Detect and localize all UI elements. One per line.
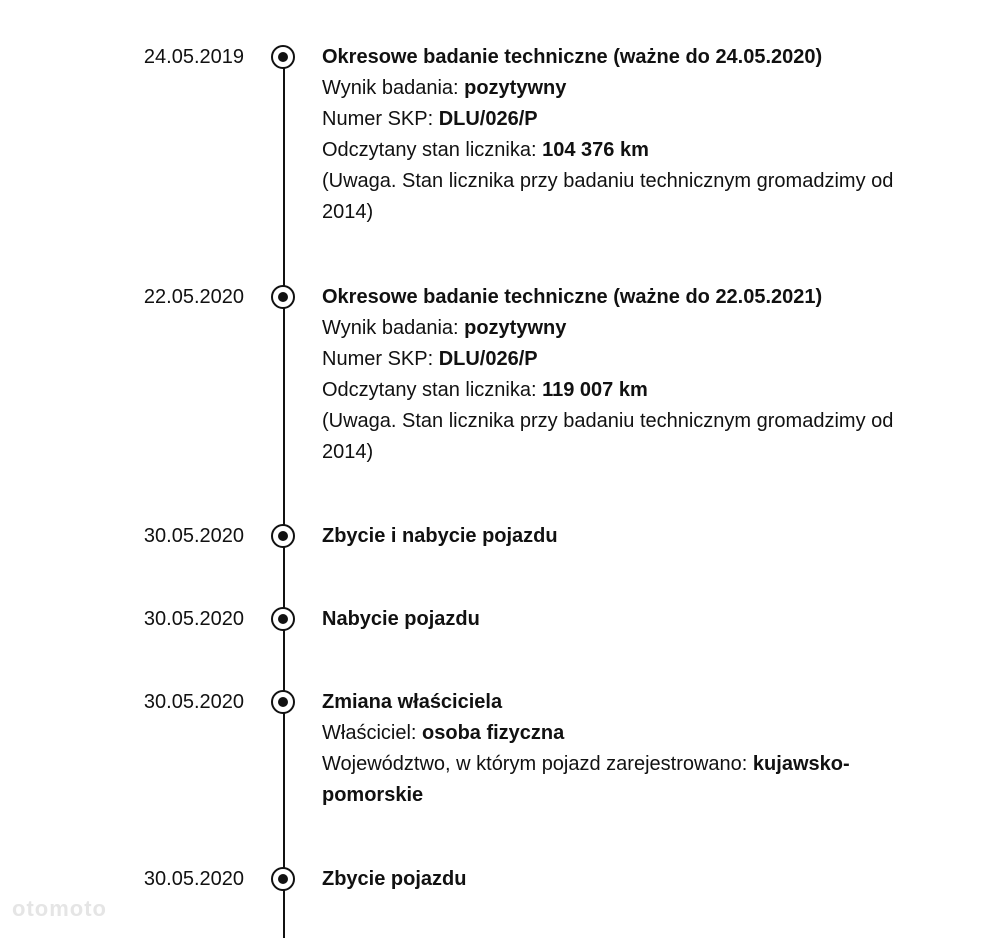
event-title: Okresowe badanie techniczne (ważne do 22.05.2021) <box>322 286 823 308</box>
timeline-dot-icon <box>271 690 295 714</box>
detail-label: Odczytany stan licznika: <box>322 379 543 401</box>
event-title: Okresowe badanie techniczne (ważne do 24.05.2020) <box>322 46 823 68</box>
detail-value: 104 376 km <box>542 139 649 161</box>
detail-value: pozytywny <box>464 77 567 99</box>
event-body <box>322 521 942 552</box>
detail-line <box>322 718 897 749</box>
event-title: Zmiana właściciela <box>322 691 503 713</box>
event-body <box>322 604 942 635</box>
detail-value: osoba fizyczna <box>422 722 565 744</box>
timeline-dot-icon <box>271 285 295 309</box>
detail-label: Numer SKP: <box>322 108 439 130</box>
detail-value: DLU/026/P <box>438 348 538 370</box>
event-date: 22.05.2020 <box>143 286 244 308</box>
detail-line <box>322 749 897 811</box>
timeline-line <box>283 58 285 938</box>
detail-label: Odczytany stan licznika: <box>322 139 543 161</box>
detail-line <box>322 344 942 375</box>
event-date: 30.05.2020 <box>143 868 244 890</box>
event-date: 24.05.2019 <box>143 46 244 68</box>
detail-label: Wynik badania: <box>322 317 465 339</box>
event-date: 30.05.2020 <box>143 525 244 547</box>
event-date: 30.05.2020 <box>143 691 244 713</box>
detail-label: Numer SKP: <box>322 348 439 370</box>
detail-line <box>322 375 942 406</box>
timeline-dot-icon <box>271 867 295 891</box>
detail-value: pozytywny <box>464 317 567 339</box>
event-title: Zbycie i nabycie pojazdu <box>322 525 558 547</box>
event-body <box>322 864 942 895</box>
odometer-note: (Uwaga. Stan licznika przy badaniu technicznym gromadzimy od 2014) <box>322 410 894 463</box>
detail-line <box>322 104 942 135</box>
detail-line <box>322 73 942 104</box>
event-date: 30.05.2020 <box>143 608 244 630</box>
detail-line <box>322 313 942 344</box>
detail-label: Właściciel: <box>322 722 423 744</box>
detail-value: DLU/026/P <box>438 108 538 130</box>
event-body <box>322 687 897 811</box>
event-title: Zbycie pojazdu <box>322 868 467 890</box>
event-body <box>322 282 942 468</box>
watermark-logo: otomoto <box>12 896 107 921</box>
odometer-note: (Uwaga. Stan licznika przy badaniu technicznym gromadzimy od 2014) <box>322 170 894 223</box>
detail-value: 119 007 km <box>542 379 648 401</box>
timeline-dot-icon <box>271 45 295 69</box>
timeline-dot-icon <box>271 607 295 631</box>
timeline-dot-icon <box>271 524 295 548</box>
detail-value: kujawsko-pomorskie <box>322 753 850 806</box>
detail-line <box>322 135 942 166</box>
detail-label: Województwo, w którym pojazd zarejestrowano: <box>322 753 753 775</box>
detail-label: Wynik badania: <box>322 77 465 99</box>
event-title: Nabycie pojazdu <box>322 608 480 630</box>
event-body <box>322 42 942 228</box>
